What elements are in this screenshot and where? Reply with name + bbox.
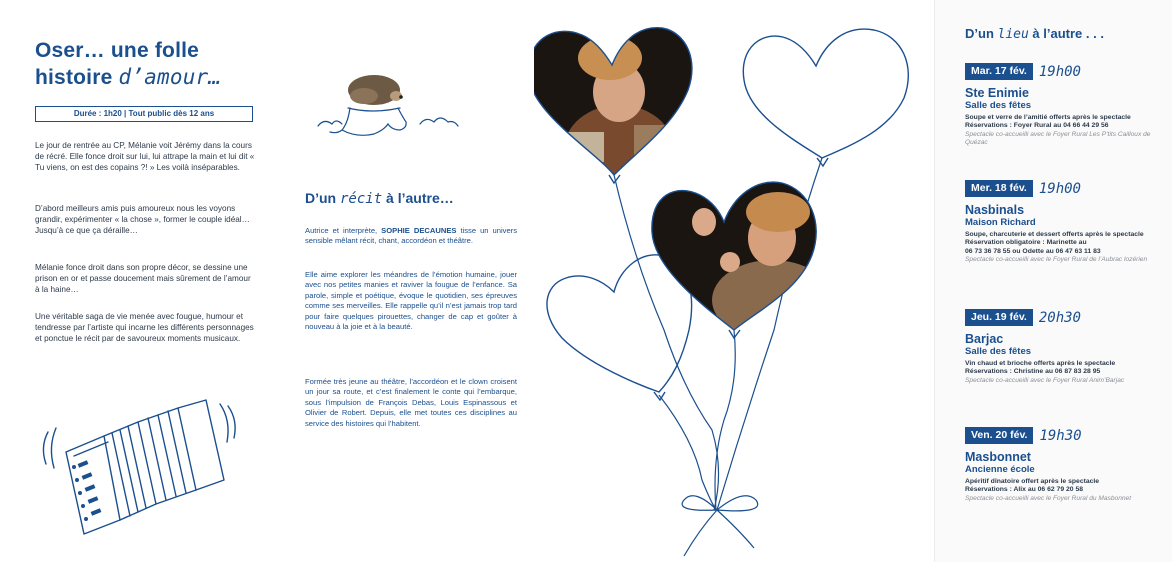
artist-title-prefix: D’un: [305, 190, 340, 206]
panel-balloons: [534, 0, 934, 562]
event-time: 19h00: [1038, 63, 1081, 80]
hedgehog-on-stump-icon: [312, 68, 472, 148]
tour-title-mono: lieu: [997, 27, 1029, 42]
artist-paragraph-1: [305, 226, 517, 247]
event-detail-line: Réservations : Foyer Rural au 04 66 44 29 56: [965, 122, 1109, 130]
tour-title-suffix: à l’autre . . .: [1028, 26, 1104, 41]
balloons-illustration: [534, 0, 934, 562]
artist-name: SOPHIE DECAUNES: [381, 226, 457, 235]
event-place: Ste Enimie: [965, 86, 1029, 100]
event-time: 20h30: [1038, 309, 1081, 326]
event-time: 19h00: [1038, 180, 1081, 197]
event-detail-line: Vin chaud et brioche offerts après le spectacle: [965, 360, 1116, 367]
event-note: Spectacle co-accueilli avec le Foyer Rural Les P’tits Cailloux de Quézac: [965, 130, 1151, 147]
synopsis-paragraph-4: Une véritable saga de vie menée avec fougue, humour et tendresse par l’artiste qui incarne les différents personnages et ponctue le récit par de savoureux moments musicaux.: [35, 312, 254, 343]
event-detail-line: Réservations : Christine au 06 87 83 28 95: [965, 368, 1101, 376]
artist-p1-pre: Autrice et interprète,: [305, 226, 382, 235]
event-detail-line: Apéritif dînatoire offert après le spectacle: [965, 478, 1100, 485]
event-detail-line: Soupe et verre de l’amitié offerts après le spectacle: [965, 114, 1131, 121]
artist-title-suffix: à l’autre…: [382, 190, 454, 206]
artist-title-mono: récit: [340, 191, 383, 207]
event-venue: Maison Richard: [965, 217, 1036, 228]
tour-title-prefix: D’un: [965, 26, 998, 41]
event-detail-line: Réservation obligatoire : Marinette au: [965, 239, 1087, 247]
event-venue: Ancienne école: [965, 464, 1035, 475]
synopsis-paragraph-1: Le jour de rentrée au CP, Mélanie voit Jérémy dans la cours de récré. Elle fonce droit sur lui, lui attrape la main et lui dit « Tu viens, on est des copains ?! » Les voilà inséparables.: [35, 141, 255, 172]
event-nasbinals: [965, 180, 1172, 265]
artist-section-title: [305, 190, 454, 207]
show-title-line2-mono: d’amour…: [118, 65, 222, 89]
show-title-line2: [35, 64, 221, 91]
event-date-badge: Mer. 18 fév.: [965, 180, 1033, 197]
event-place: Nasbinals: [965, 203, 1025, 217]
artist-paragraph-3: Formée très jeune au théâtre, l’accordéon et le clown croisent un jour sa route, et c’est finalement le conte qui l’embarque, sous l’impulsion de François Debas, Louis Espinassous et Olivier de Robert. Depuis, elle met toutes ces disciplines au service des histoires qui l’habitent.: [305, 377, 517, 428]
event-ste-enimie: [965, 63, 1172, 148]
event-venue: Salle des fêtes: [965, 346, 1032, 357]
event-date-badge: Jeu. 19 fév.: [965, 309, 1033, 326]
tour-section-title: [965, 26, 1104, 42]
event-date-badge: Ven. 20 fév.: [965, 427, 1033, 444]
event-detail-line: Soupe, charcuterie et dessert offerts après le spectacle: [965, 231, 1144, 238]
event-barjac: [965, 309, 1172, 385]
artist-paragraph-2: Elle aime explorer les méandres de l’émotion humaine, jouer avec nos petites manies et raviver la fougue de l’enfance. Sa parole, simple et poétique, évoque le quotidien, ses épreuves comme ses merveilles. Elle rappelle qu’il n’est jamais trop tard pour faire quelques pirouettes, changer de cap et goûter à nouveau à la joie et à la beauté.: [305, 270, 517, 332]
show-title-line1: Oser… une folle: [35, 39, 200, 62]
event-note: Spectacle co-accueilli avec le Foyer Rural du Masbonnet: [965, 494, 1132, 502]
synopsis-paragraph-2: D’abord meilleurs amis puis amoureux nous les voyons grandir, expérimenter « la chose », former le couple idéal… Jusqu’à ce que ça déraille…: [35, 204, 250, 235]
panel-tour-dates: [934, 0, 1172, 562]
panel-show-intro: [0, 0, 272, 562]
duration-badge: Durée : 1h20 | Tout public dès 12 ans: [35, 106, 253, 122]
event-place: Barjac: [965, 332, 1004, 346]
synopsis-paragraph-3: Mélanie fonce droit dans son propre décor, se dessine une prison en or et passe doucement mais sûrement de l’amour à la haine…: [35, 263, 251, 294]
photo-heart-2: [644, 170, 834, 340]
show-title-line2-prefix: histoire: [35, 66, 119, 89]
event-detail-line: Réservations : Alix au 06 62 79 20 58: [965, 486, 1084, 494]
artist-p1-post: tisse un univers sensible mêlant récit, chant, accordéon et théâtre.: [305, 226, 517, 246]
accordion-illustration-icon: [38, 392, 253, 542]
event-masbonnet: [965, 427, 1172, 503]
event-detail-line: 06 73 36 78 55 ou Odette au 06 47 63 11 83: [965, 247, 1101, 255]
event-date-badge: Mar. 17 fév.: [965, 63, 1033, 80]
event-place: Masbonnet: [965, 450, 1031, 464]
show-title: [35, 38, 221, 91]
event-venue: Salle des fêtes: [965, 100, 1032, 111]
panel-artist: [272, 0, 534, 562]
event-note: Spectacle co-accueilli avec le Foyer Rural de l’Aubrac lozérien: [965, 256, 1148, 264]
event-note: Spectacle co-accueilli avec le Foyer Rural Anim’Barjac: [965, 376, 1125, 384]
event-time: 19h30: [1039, 427, 1082, 444]
